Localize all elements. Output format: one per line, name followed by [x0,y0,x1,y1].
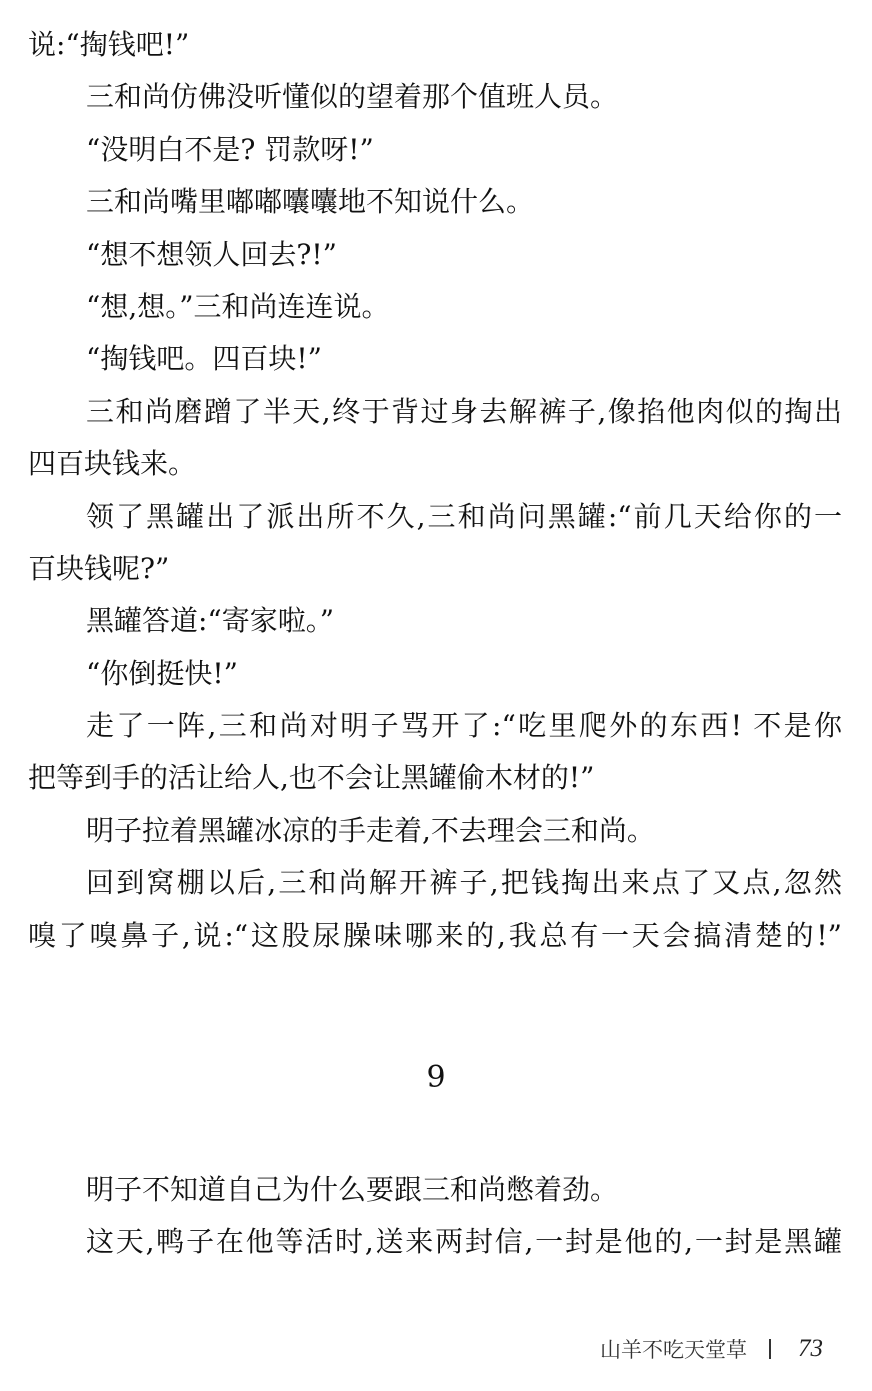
text-line: 这天,鸭子在他等活时,送来两封信,一封是他的,一封是黑罐 [86,1225,842,1259]
text-line: 三和尚磨蹭了半天,终于背过身去解裤子,像掐他肉似的掏出 [86,394,842,428]
text-line: “想不想领人回去?!” [86,237,337,271]
text-line: 三和尚仿佛没听懂似的望着那个值班人员。 [86,80,619,114]
text-line: “想,想。”三和尚连连说。 [86,289,390,323]
body-text-top [28,19,842,962]
text-line: 走了一阵,三和尚对明子骂开了:“吃里爬外的东西! 不是你 [86,709,842,743]
book-title: 山羊不吃天堂草 [600,1338,747,1362]
text-line: 说:“掏钱吧!” [28,28,190,61]
text-line: 四百块钱来。 [28,447,197,481]
chapter-number: 9 [426,1060,446,1095]
text-line: 黑罐答道:“寄家啦。” [86,604,335,638]
text-line: 把等到手的活让给人,也不会让黑罐偷木材的!” [28,761,595,795]
footer-divider [769,1339,771,1359]
page-footer [600,1334,823,1364]
text-line: 领了黑罐出了派出所不久,三和尚问黑罐:“前几天给你的一 [86,499,842,533]
text-line: 明子不知道自己为什么要跟三和尚憋着劲。 [86,1173,619,1206]
page-number: 73 [798,1335,823,1362]
text-line: “你倒挺快!” [86,656,238,690]
text-line: “掏钱吧。四百块!” [86,342,322,376]
body-text-bottom [28,1164,842,1269]
text-line: 明子拉着黑罐冰凉的手走着,不去理会三和尚。 [86,813,655,847]
text-line: “没明白不是? 罚款呀!” [86,132,374,166]
text-line: 三和尚嘴里嘟嘟囔囔地不知说什么。 [86,185,535,219]
text-line: 回到窝棚以后,三和尚解开裤子,把钱掏出来点了又点,忽然 [86,866,842,900]
text-line: 嗅了嗅鼻子,说:“这股尿臊味哪来的,我总有一天会搞清楚的!” [28,918,842,952]
text-line: 百块钱呢?” [28,551,170,585]
